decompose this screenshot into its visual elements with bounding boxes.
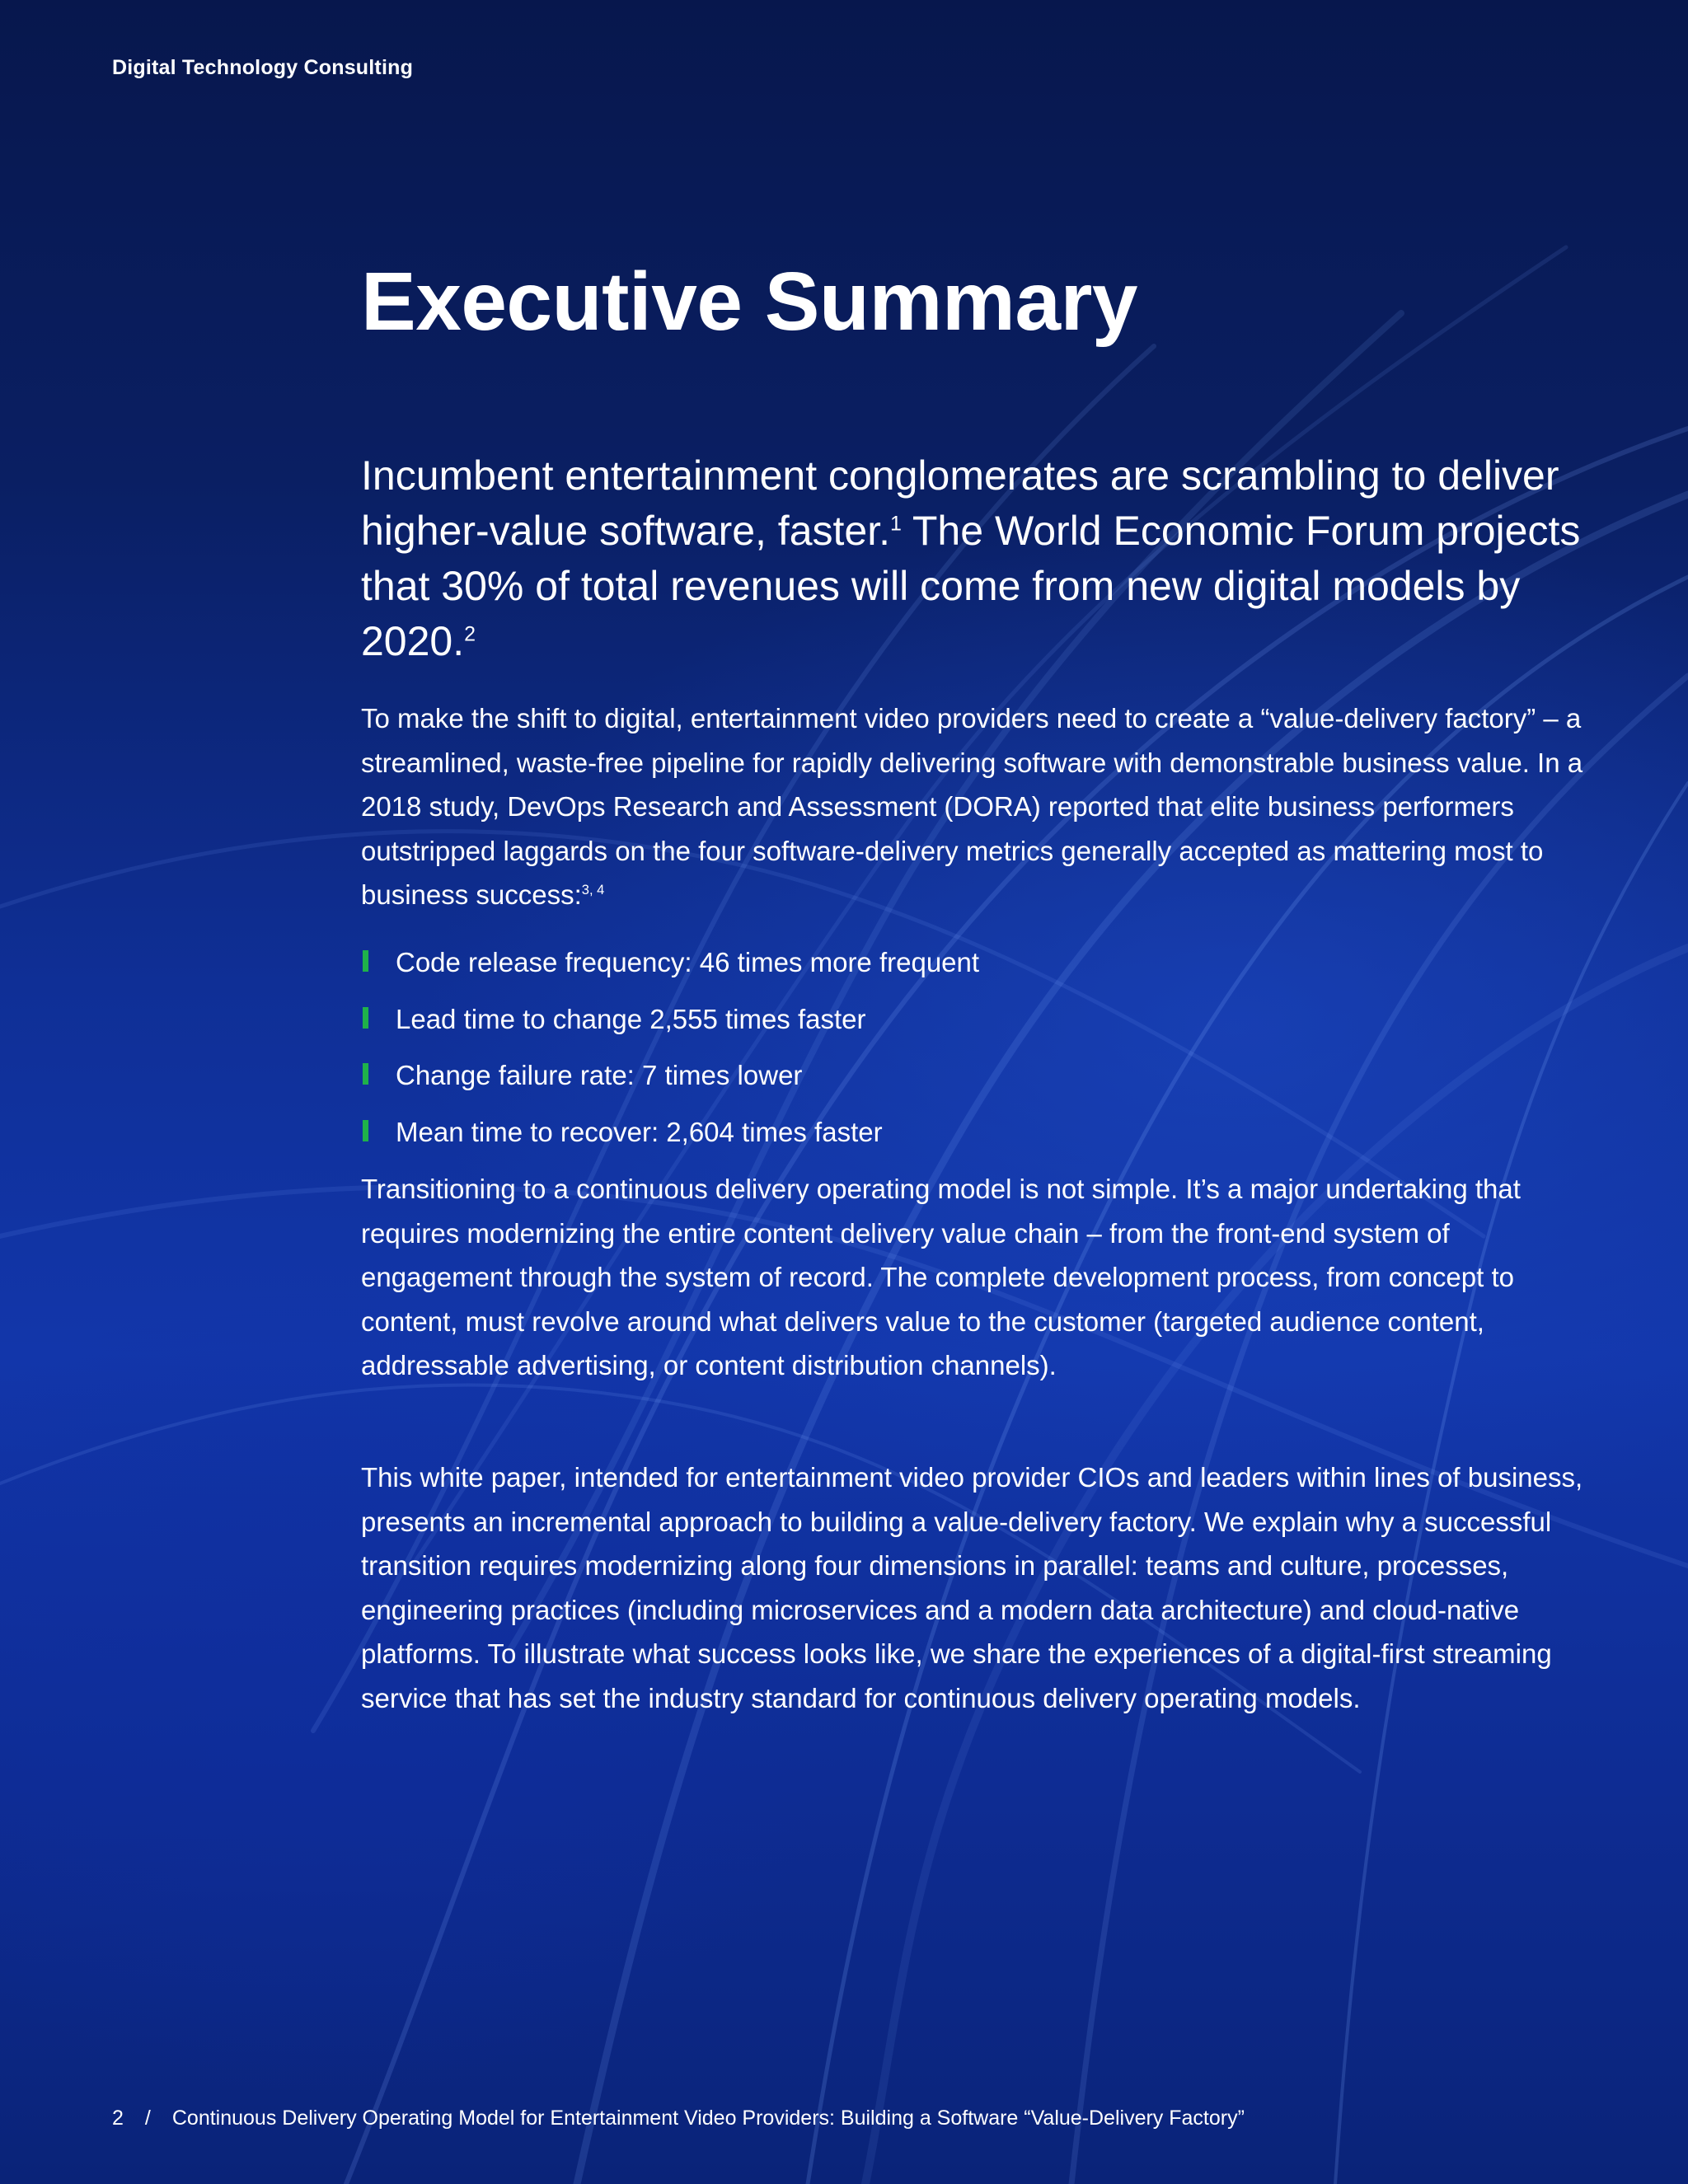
list-item [361,996,1515,1053]
footer-document-title: Continuous Delivery Operating Model for Entertainment Video Providers: Building a Software “Value-Delivery Factory” [171,2107,1245,2130]
bullet-text: Change failure rate: 7 times lower [396,1060,803,1090]
page-number: 2 [112,2107,124,2130]
bullet-text: Lead time to change 2,555 times faster [396,1003,866,1034]
intro-text: To make the shift to digital, entertainment video providers need to create a “value-delivery factory” – a streamlined, waste-free pipeline for rapidly delivering software with demonstrable business value. In a 2018 study, DevOps Research and Assessment (DORA) reported that elite business performers outstripped laggards on the four software-delivery metrics generally accepted as mattering most to business success: [361,703,1583,910]
list-item [361,1109,1515,1166]
lead-paragraph [361,448,1589,669]
list-item [361,940,1515,996]
intro-paragraph [361,696,1597,917]
list-item [361,1052,1515,1109]
metrics-bullet-list [361,940,1515,1165]
lead-text-part2: The World Economic Forum projects that 30% of total revenues will come from new digital models by 2020. [361,508,1581,664]
footer-separator: / [144,2107,151,2130]
white-paper-paragraph: This white paper, intended for entertainment video provider CIOs and leaders within lines of business, presents an incremental approach to building a value-delivery factory. We explain why a successful transition requires modernizing along four dimensions in parallel: teams and culture, processes, engineering practices (including microservices and a modern data architecture) and cloud-native platforms. To illustrate what success looks like, we share the experiences of a digital-first streaming service that has set the industry standard for continuous delivery operating models. [361,1462,1583,1713]
footnote-ref-3-4[interactable]: 3, 4 [581,883,605,898]
brand-header: Digital Technology Consulting [112,56,414,79]
bullet-marker-icon [363,1007,368,1029]
transition-paragraph: Transitioning to a continuous delivery operating model is not simple. It’s a major undertaking that requires modernizing the entire content delivery value chain – from the front-end system of engagement through the system of record. The complete development process, from concept to content, must revolve around what delivers value to the customer (targeted audience content, addressable advertising, or content distribution channels). [361,1174,1521,1380]
bullet-text: Mean time to recover: 2,604 times faster [396,1116,883,1147]
bullet-marker-icon [363,1120,368,1141]
page-footer [112,2107,1245,2130]
bullet-marker-icon [363,1063,368,1085]
footnote-ref-2[interactable]: 2 [464,622,476,646]
footnote-ref-1[interactable]: 1 [890,512,902,536]
lead-text-part1: Incumbent entertainment conglomerates are scrambling to deliver higher-value software, faster. [361,452,1559,554]
page-title: Executive Summary [361,255,1137,348]
bullet-marker-icon [363,950,368,972]
bullet-text: Code release frequency: 46 times more frequent [396,947,980,977]
